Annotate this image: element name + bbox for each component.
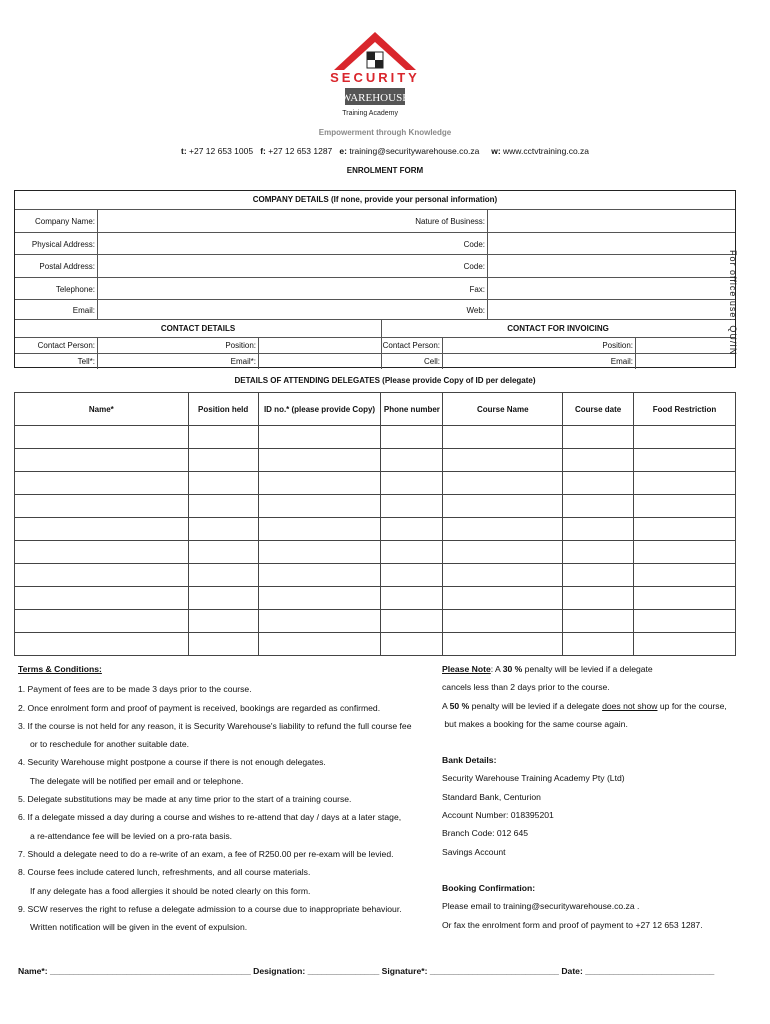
booking-line-2: Or fax the enrolment form and proof of payment to +27 12 653 1287. (442, 919, 703, 930)
table-cell[interactable] (443, 633, 563, 656)
table-row (15, 426, 736, 449)
table-row (15, 564, 736, 587)
terms-line: or to reschedule for another suitable date. (18, 739, 190, 750)
contact-email-label: Email*: (230, 357, 256, 366)
no-show-text: does not show (602, 700, 658, 711)
table-cell[interactable] (563, 426, 634, 449)
table-row (15, 518, 736, 541)
contact-line (0, 146, 770, 156)
table-cell[interactable] (381, 472, 443, 495)
table-cell[interactable] (563, 610, 634, 633)
table-row (15, 449, 736, 472)
penalty-note-line-2: cancels less than 2 days prior to the course. (442, 682, 610, 693)
table-cell[interactable] (563, 564, 634, 587)
table-cell[interactable] (15, 449, 189, 472)
table-cell[interactable] (563, 472, 634, 495)
table-cell[interactable] (563, 495, 634, 518)
table-cell[interactable] (258, 564, 381, 587)
signature-row (18, 966, 748, 976)
table-cell[interactable] (634, 426, 736, 449)
table-cell[interactable] (381, 518, 443, 541)
column-header-phone: Phone number (381, 393, 443, 426)
table-cell[interactable] (443, 541, 563, 564)
terms-line: 2. Once enrolment form and proof of payment is received, bookings are regarded as confirmed. (18, 702, 381, 713)
svg-text:Training Academy: Training Academy (342, 110, 398, 117)
table-cell[interactable] (634, 518, 736, 541)
table-cell[interactable] (443, 426, 563, 449)
svg-text:WAREHOUSE: WAREHOUSE (341, 92, 409, 104)
physical-code-label: Code: (463, 240, 485, 249)
designation-field[interactable]: Designation: _______________ (253, 966, 380, 976)
table-cell[interactable] (258, 495, 381, 518)
terms-line: 4. Security Warehouse might postpone a course if there is not enough delegates. (18, 757, 326, 768)
bank-line: Branch Code: 012 645 (442, 828, 529, 839)
table-row (15, 633, 736, 656)
company-email-label: Email: (72, 306, 95, 315)
table-cell[interactable] (381, 541, 443, 564)
table-cell[interactable] (381, 495, 443, 518)
terms-line: 7. Should a delegate need to do a re-write of an exam, a fee of R250.00 per re-exam will be levied. (18, 848, 394, 859)
penalty-50: 50 % (449, 700, 470, 711)
column-header-course-date: Course date (563, 393, 634, 426)
table-cell[interactable] (258, 541, 381, 564)
table-cell[interactable] (563, 449, 634, 472)
physical-address-field[interactable] (99, 233, 399, 253)
penalty-note-line-3 (442, 697, 742, 715)
table-cell[interactable] (188, 541, 258, 564)
physical-address-label: Physical Address: (31, 240, 95, 249)
invoicing-cell-label: Cell: (423, 357, 440, 366)
table-cell[interactable] (258, 449, 381, 472)
table-cell[interactable] (188, 426, 258, 449)
table-cell[interactable] (634, 610, 736, 633)
table-cell[interactable] (634, 449, 736, 472)
form-title: ENROLMENT FORM (346, 166, 424, 175)
table-cell[interactable] (381, 449, 443, 472)
web-label: w: (491, 146, 501, 156)
telephone-label: Telephone: (55, 285, 95, 294)
invoicing-email-label: Email: (610, 357, 633, 366)
contact-tel-label: Tell*: (77, 357, 95, 366)
fax-label: f: (260, 146, 266, 156)
bank-details-title: Bank Details: (442, 755, 497, 766)
contact-position-label: Position: (225, 341, 256, 350)
table-cell[interactable] (634, 495, 736, 518)
fax-field-label: Fax: (469, 285, 485, 294)
terms-line: Written notification will be given in the event of expulsion. (18, 922, 248, 933)
note-text: : A (490, 664, 503, 674)
security-warehouse-logo (320, 30, 430, 122)
table-cell[interactable] (563, 518, 634, 541)
table-cell[interactable] (381, 587, 443, 610)
invoicing-person-label: Contact Person: (382, 341, 440, 350)
company-details-section (14, 190, 736, 368)
postal-code-label: Code: (463, 262, 485, 271)
table-cell[interactable] (563, 587, 634, 610)
table-cell[interactable] (634, 472, 736, 495)
table-cell[interactable] (15, 564, 189, 587)
table-cell[interactable] (381, 610, 443, 633)
company-email-field[interactable] (99, 300, 399, 318)
terms-section (18, 660, 428, 936)
table-cell[interactable] (15, 633, 189, 656)
terms-line: 3. If the course is not held for any reason, it is Security Warehouse's liability to refund the full course fee (18, 720, 412, 731)
table-cell[interactable] (443, 587, 563, 610)
table-cell[interactable] (258, 633, 381, 656)
table-cell[interactable] (443, 610, 563, 633)
table-cell[interactable] (188, 518, 258, 541)
note-text: penalty will be levied if a delegate (469, 700, 603, 711)
terms-line: 9. SCW reserves the right to refuse a delegate admission to a course due to inappropriate behaviour. (18, 903, 402, 914)
table-cell[interactable] (188, 633, 258, 656)
table-cell[interactable] (15, 472, 189, 495)
terms-line: The delegate will be notified per email and or telephone. (18, 775, 244, 786)
table-row (15, 541, 736, 564)
name-signature-field[interactable]: Name*: __________________________________________ (18, 966, 251, 976)
table-cell[interactable] (381, 564, 443, 587)
table-cell[interactable] (188, 449, 258, 472)
bank-line: Security Warehouse Training Academy Pty (Ltd) (442, 773, 625, 784)
table-cell[interactable] (443, 495, 563, 518)
note-text: up for the course, (657, 700, 727, 711)
table-cell[interactable] (188, 495, 258, 518)
company-name-field[interactable] (99, 210, 399, 231)
table-cell[interactable] (188, 610, 258, 633)
notes-section (442, 660, 742, 934)
table-cell[interactable] (258, 426, 381, 449)
column-header-name: Name* (15, 393, 189, 426)
table-cell[interactable] (258, 610, 381, 633)
table-cell[interactable] (188, 472, 258, 495)
table-cell[interactable] (443, 472, 563, 495)
table-cell[interactable] (15, 610, 189, 633)
delegates-table (14, 392, 736, 656)
signature-field[interactable]: Signature*: ___________________________ (381, 966, 559, 976)
terms-line: 8. Course fees include catered lunch, refreshments, and all course materials. (18, 867, 311, 878)
web-field[interactable] (489, 300, 729, 318)
terms-line: a re-attendance fee will be levied on a pro-rata basis. (18, 830, 233, 841)
table-cell[interactable] (563, 633, 634, 656)
table-row (15, 587, 736, 610)
table-cell[interactable] (258, 587, 381, 610)
invoicing-header: CONTACT FOR INVOICING (507, 324, 609, 333)
terms-line: 6. If a delegate missed a day during a course and wishes to re-attend that day / days at a later stage, (18, 812, 402, 823)
postal-address-field[interactable] (99, 255, 399, 276)
bank-line: Account Number: 018395201 (442, 810, 554, 821)
bank-line: Savings Account (442, 846, 506, 857)
phone-label: t: (180, 146, 187, 156)
penalty-30: 30 % (502, 664, 523, 674)
table-cell[interactable] (563, 541, 634, 564)
physical-code-field[interactable] (489, 233, 729, 253)
table-cell[interactable] (188, 564, 258, 587)
table-cell[interactable] (188, 587, 258, 610)
table-row (15, 472, 736, 495)
web-value[interactable]: www.cctvtraining.co.za (503, 146, 590, 156)
terms-line: 5. Delegate substitutions may be made at any time prior to the start of a training course. (18, 794, 352, 805)
nature-of-business-field[interactable] (489, 210, 729, 231)
terms-line: If any delegate has a food allergies it should be noted clearly on this form. (18, 885, 311, 896)
booking-line-1: Please email to training@securitywarehouse.co.za . (442, 901, 640, 912)
company-details-header: COMPANY DETAILS (If none, provide your personal information) (252, 195, 498, 204)
penalty-note-line-1 (442, 660, 742, 678)
penalty-note-line-4: but makes a booking for the same course again. (442, 718, 628, 729)
table-cell[interactable] (443, 449, 563, 472)
table-cell[interactable] (634, 541, 736, 564)
note-text: penalty will be levied if a delegate (522, 664, 653, 674)
postal-code-field[interactable] (489, 255, 729, 276)
table-cell[interactable] (15, 518, 189, 541)
booking-confirmation-title: Booking Confirmation: (442, 882, 536, 893)
svg-text:SECURITY: SECURITY (330, 70, 420, 85)
office-use-label: For office use: QU/IN (728, 250, 738, 356)
table-row (15, 495, 736, 518)
table-cell[interactable] (443, 564, 563, 587)
fax-value: +27 12 653 1287 (268, 146, 333, 156)
table-cell[interactable] (443, 518, 563, 541)
phone-value: +27 12 653 1005 (189, 146, 254, 156)
column-header-course-name: Course Name (443, 393, 563, 426)
terms-line: 1. Payment of fees are to be made 3 days prior to the course. (18, 684, 252, 695)
contact-details-header: CONTACT DETAILS (160, 324, 236, 333)
table-cell[interactable] (634, 587, 736, 610)
web-field-label: Web: (466, 306, 485, 315)
company-name-label: Company Name: (34, 217, 95, 226)
contact-person-label: Contact Person: (37, 341, 95, 350)
bank-line: Standard Bank, Centurion (442, 791, 541, 802)
fax-field[interactable] (489, 278, 729, 298)
table-cell[interactable] (15, 426, 189, 449)
email-label: e: (339, 146, 347, 156)
table-cell[interactable] (634, 633, 736, 656)
delegates-title: DETAILS OF ATTENDING DELEGATES (Please provide Copy of ID per delegate) (234, 376, 536, 385)
invoicing-position-label: Position: (602, 341, 633, 350)
table-cell[interactable] (258, 518, 381, 541)
postal-address-label: Postal Address: (39, 262, 95, 271)
table-row (15, 610, 736, 633)
table-cell[interactable] (15, 495, 189, 518)
table-cell[interactable] (381, 633, 443, 656)
table-cell[interactable] (258, 472, 381, 495)
telephone-field[interactable] (99, 278, 399, 298)
tagline: Empowerment through Knowledge (318, 128, 452, 137)
terms-title: Terms & Conditions: (18, 664, 102, 674)
column-header-id: ID no.* (please provide Copy) (258, 393, 381, 426)
table-cell[interactable] (381, 426, 443, 449)
house-roof-icon (320, 30, 430, 122)
date-field[interactable]: Date: ___________________________ (561, 966, 715, 976)
column-header-position: Position held (188, 393, 258, 426)
column-header-food-restriction: Food Restriction (634, 393, 736, 426)
nature-of-business-label: Nature of Business: (415, 217, 485, 226)
table-cell[interactable] (15, 541, 189, 564)
please-note-label: Please Note (442, 664, 491, 674)
email-value[interactable]: training@securitywarehouse.co.za (349, 146, 480, 156)
table-cell[interactable] (15, 587, 189, 610)
delegates-header-row (15, 393, 736, 426)
note-text: A (442, 700, 450, 711)
table-cell[interactable] (634, 564, 736, 587)
